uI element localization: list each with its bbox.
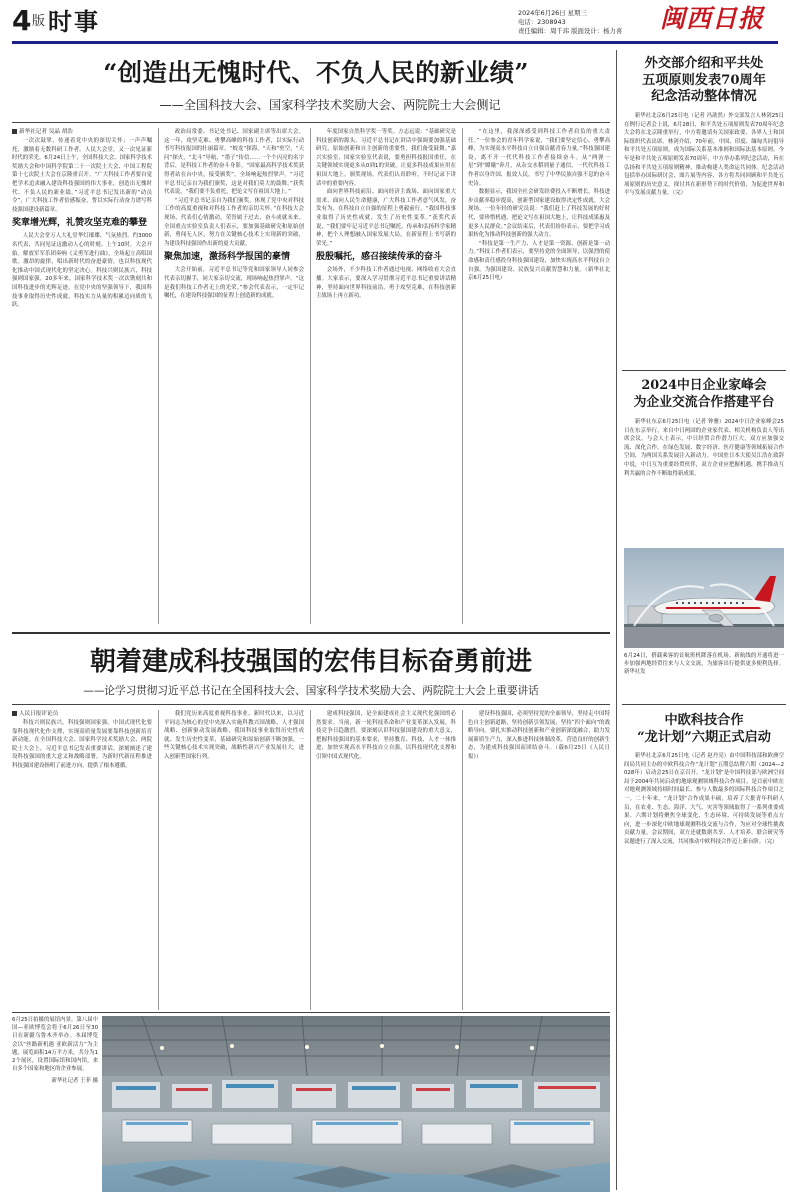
paragraph: “科技是第一生产力、人才是第一资源、创新是第一动力。”科技工作者们表示，要坚持党的全面领导，以强烈的使命感和责任感投身科技强国建设，加快实现高水平科技自立自强，为强国建设、民族复兴贡献智慧和力量。（新华社北京6月25日电） xyxy=(468,240,610,282)
side2-body xyxy=(624,418,784,544)
side3-body xyxy=(624,752,784,1192)
side1-headline-line-3: 纪念活动整体情况 xyxy=(651,89,757,104)
lead-subhead-3: 殷殷嘱托，感召接续传承的奋斗 xyxy=(316,252,443,263)
paragraph: 建成科技强国，是全面建成社会主义现代化强国的必然要求。当前，新一轮科技革命和产业变革深入发展，科技竞争日趋激烈。要深刻认识科技强国建设的重大意义，把握科技强国的基本要求，坚持教育、科技、人才一体推进，加快实现高水平科技自立自强，以科技现代化支撑和引领中国式现代化。 xyxy=(316,711,456,760)
airplane-photo-credit: 新华社发 xyxy=(624,669,646,676)
date-line: 2024年6月26日 星期三 xyxy=(518,9,587,17)
column-divider xyxy=(462,710,463,1010)
paragraph: 会场外，不少科技工作者通过电视、网络收看大会直播。大家表示，要深入学习贯彻习近平总书记重要讲话精神，坚持面向世界科技前沿，勇于攻坚克难，在科技创新主战场上再立新功。 xyxy=(316,267,456,300)
sidebar-divider xyxy=(616,50,617,1190)
masthead-rule xyxy=(12,41,778,44)
lead-byline: 新华社记者 吴晶 胡浩 xyxy=(12,128,152,137)
page-word: 版 xyxy=(32,14,46,29)
side2-headline-line-2: 为企业交流合作搭建平台 xyxy=(633,394,775,410)
newspaper-logo: 闽西日报 xyxy=(660,4,765,33)
exhibition-hall-image xyxy=(102,1016,610,1192)
side1-headline-line-2: 五项原则发表70周年 xyxy=(642,72,766,88)
lead-subhead-2: 聚焦加速，激扬科学报国的豪情 xyxy=(164,252,291,263)
column-divider xyxy=(158,710,159,1010)
commentary-rule xyxy=(12,704,610,705)
paragraph: 大会开始前，习近平总书记等党和国家领导人同参会代表亲切握手，同大家亲切交流，现场响起热烈掌声。“这是我们科技工作者无上的光荣。”参会代表表示，一定牢记嘱托，在建设科技强国的征程上创造新的成就。 xyxy=(164,267,304,300)
commentary-column-1 xyxy=(12,710,152,1010)
commentary-column-3 xyxy=(316,710,456,1010)
paragraph: “习近平总书记亲自为我们颁奖，体现了党中央对科技工作的高度重视和对科技工作者的亲切关怀。”在科技大会现场，代表们心情激动。荣誉属于过去，奋斗成就未来。全国重点实验室负责人们表示，要加强基础研究和原始创新，勇闯无人区，努力在关键核心技术上实现新的突破，为建设科技强国作出新的更大贡献。 xyxy=(164,197,304,247)
lead-subheadline: ——全国科技大会、国家科学技术奖励大会、两院院士大会侧记 xyxy=(159,98,501,112)
paragraph: 面向世界科技前沿、面向经济主战场、面向国家重大需求、面向人民生命健康，广大科技工作者意气风发，奋发有为，在科技自立自强的征程上勇毅前行。“我国科技事业取得了历史性成就、发生了历史性变革。”获奖代表说，“我们要牢记习近平总书记嘱托，传承和弘扬科学家精神，把个人理想融入国家发展大局，在新征程上书写新的荣光。” xyxy=(316,189,456,247)
side3-headline xyxy=(624,712,784,746)
paragraph: “在这里，我深深感受到科技工作者肩负的重大责任。”一位参会的青年科学家说，“我们要坚定信心、勇攀高峰，为实现高水平科技自立自强贡献青春力量。”科技强国建设，离不开一代代科技工作者接续奋斗。从“两弹一星”到“嫦娥”奔月，从杂交水稻到量子通信，一代代科技工作者以身许国、报效人民，书写了中华民族自强不息的奋斗史诗。 xyxy=(468,129,610,187)
airplane-photo xyxy=(624,548,784,648)
photo-credit: 新华社记者 王菲 摄 xyxy=(51,1078,98,1085)
airplane-photo-caption: 6月24日，搭载乘客的首航班机降落在机场。新航线的开通将进一步加强两地经贸往来与人文交流，为旅客出行提供更多便利选择。 新华社发 xyxy=(624,653,784,676)
paragraph: 我们党历来高度重视科技事业。新时代以来，以习近平同志为核心的党中央深入实施科教兴国战略、人才强国战略、创新驱动发展战略，我国科技事业取得历史性成就、发生历史性变革，基础研究和原始创新不断加强，一些关键核心技术实现突破，战略性新兴产业发展壮大，进入创新型国家行列。 xyxy=(164,711,304,760)
side2-headline-line-1: 2024中日企业家峰会 xyxy=(641,378,767,393)
paragraph: 人民大会堂万人大礼堂华灯璀璨、气氛热烈。约3000名代表，共同见证这激动人心的时刻。上午10时，大会开始。解放军军乐团奏响《义勇军进行曲》，全场起立高唱国歌。激昂的旋律，唱出新时代的奋进豪情，也以科技现代化推动中国式现代化的坚定决心。科技兴则民族兴，科技强则国家强。20多年来，国家科学技术奖一次次镌刻共和国科技进步的光辉足迹。在党中央的坚强领导下，我国科技事业取得历史性成就，科技实力从量的积累迈向质的飞跃。 xyxy=(12,233,152,309)
side-rule xyxy=(622,704,786,705)
paragraph: 新华社北京6月25日电（记者 赵丹亮）由中国科技部和欧洲空间局共同主办的中欧科技合作“龙计划”五期总结暨六期（2024—2028年）启动会25日在京召开。“龙计划”是中国科技部与欧洲空间局于2004年共同启动的地球观测领域科技合作项目，是目前中欧在对地观测领域持续时间最长、参与人数最多的国际科技合作项目之一。二十年来，“龙计划”合作成果丰硕，培养了大批青年科研人员，在农业、生态、海洋、大气、灾害等领域取得了一系列重要成果。六期计划将聚焦全球变化、生态环境、可持续发展等重点方向，进一步深化中欧地球观测科技交流与合作，为应对全球性挑战贡献力量。会议期间，双方还就数据共享、人才培养、联合研究等议题进行了深入交流，共同推动中欧科技合作迈上新台阶。（完） xyxy=(624,753,784,845)
paragraph: 新华社北京6月25日电（记者 冯歆然）外交部发言人林剑25日在例行记者会上说，6月28日，和平共处五项原则发表70周年纪念大会将在北京隆重举行，中方将邀请有关国家政要、各界人士和国际组织代表出席。林剑介绍，70年前，中国、印度、缅甸共同倡导和平共处五项原则，成为国际关系基本准则和国际法基本原则。今年是和平共处五项原则发表70周年，中方举办系列纪念活动，旨在弘扬和平共处五项原则精神，推动构建人类命运共同体。纪念活动包括举办国际研讨会、图片展等内容，各方将共同回顾和平共处五项原则的历史意义，探讨其在新形势下的时代价值，为促进世界和平与发展贡献力量。（完） xyxy=(624,113,784,197)
page-number: 4 xyxy=(12,4,32,37)
lead-column-3 xyxy=(316,128,456,624)
paragraph: 科技兴则民族兴，科技强则国家强。中国式现代化要靠科技现代化作支撑，实现高质量发展要靠科技创新培育新动能。在全国科技大会、国家科学技术奖励大会、两院院士大会上，习近平总书记发表重要讲话，深刻阐述了建设科技强国的重大意义和战略部署，为新时代新征程推进科技强国建设指明了前进方向、提供了根本遵循。 xyxy=(12,720,152,769)
lead-column-4 xyxy=(468,128,610,624)
side3-headline-line-2: “龙计划”六期正式启动 xyxy=(637,730,771,745)
lead-subhead-1: 奖章增光辉，礼赞攻坚克难的攀登 xyxy=(12,218,148,229)
paragraph: 数据显示，我国全社会研发经费投入不断增长，科技进步贡献率稳步提高，创新型国家建设取得决定性成就。大会现场，一位年轻的研究员说：“我们赶上了科技发展的好时代，要珍惜机遇，把论文写在祖国大地上，让科技成果惠及更多人民群众。”会议结束后，代表们纷纷表示，要把学习成果转化为推动科技创新的强大动力。 xyxy=(468,189,610,239)
side2-headline xyxy=(624,378,784,411)
lead-headline: “创造出无愧时代、不负人民的新业绩” xyxy=(103,58,529,87)
commentary-column-4 xyxy=(468,710,610,1010)
commentary-subheadline: ——论学习贯彻习近平总书记在全国科技大会、国家科学技术奖励大会、两院院士大会上重要讲话 xyxy=(83,685,539,697)
paragraph: 一次次鼓掌，传递着党中央的深切关怀；一声声嘱托，激励着无数科研工作者。人民大会堂，又一次见证新时代的荣光。6月24日上午，全国科技大会、国家科学技术奖励大会和中国科学院第二十一次院士大会、中国工程院第十七次院士大会在京隆重召开。“广大科技工作者要自觉把学术追求融入建设科技强国的伟大事业，创造出无愧时代、不负人民的新业绩。”习近平总书记发出新的“动员令”，广大科技工作者倍感振奋，誓以实际行动奋力谱写科技强国建设新篇章。 xyxy=(12,138,152,213)
side1-headline-line-1: 外交部介绍和平共处 xyxy=(644,56,764,71)
section-title: 时事 xyxy=(48,7,100,36)
phone-line: 电话：2308943 xyxy=(518,18,566,26)
byline-square-icon xyxy=(12,129,17,134)
side-rule xyxy=(622,370,786,371)
byline-square-icon xyxy=(12,711,17,716)
paragraph: 年度国家自然科学奖一等奖。方志远说：“基础研究是科技创新的源头。习近平总书记在讲话中强调要加强基础研究，原始创新和自主创新的重要性，我们备受鼓舞。”嘉兴实验室、国家实验室代表说，要勇担科技报国重任，在关键领域实现更多从0到1的突破，让更多科技成果应用在祖国大地上。颁奖现场，代表们认真聆听，不时记录下讲话中的重要内容。 xyxy=(316,129,456,187)
side3-headline-line-1: 中欧科技合作 xyxy=(664,713,744,728)
column-divider xyxy=(310,128,311,624)
column-divider xyxy=(310,710,311,1010)
editor-line: 责任编辑：周千玮 版面设计：杨力喜 xyxy=(518,27,623,35)
lead-column-2 xyxy=(164,128,304,624)
photo-top-rule xyxy=(12,1012,610,1013)
photo-caption: 6月25日拍摄的展馆内景。第八届中国—亚欧博览会将于6月26日至30日在新疆乌鲁木齐举办。本届博览会以“丝路新机遇 亚欧新活力”为主题，展览面积14万平方米，共分为12个展区，设置国际馆和国内馆，来自多个国家和地区的企业参展。 新华社记者 王菲 摄 xyxy=(12,1017,98,1085)
exhibition-hall-photo xyxy=(102,1016,610,1192)
side1-headline xyxy=(624,56,784,106)
commentary-column-2 xyxy=(164,710,304,1010)
airplane-image xyxy=(624,548,784,648)
column-divider xyxy=(158,128,159,624)
commentary-headline: 朝着建成科技强国的宏伟目标奋勇前进 xyxy=(89,647,532,677)
column-divider xyxy=(462,128,463,624)
lead-rule xyxy=(12,122,610,123)
paragraph: 建设科技强国，必须坚持党的全面领导，坚持走中国特色自主创新道路，坚持创新引领发展，坚持“四个面向”的战略导向。要扎实推动科技创新和产业创新深度融合，助力发展新质生产力，深入推进科技体制改革，营造良好的创新生态，为建成科技强国而团结奋斗。（载6月25日《人民日报》） xyxy=(468,711,610,760)
masthead xyxy=(0,0,790,46)
lead-column-1 xyxy=(12,128,152,624)
paragraph: 新华社东京6月25日电（记者 钟雅）2024中日企业家峰会25日在东京举行，来自中日两国的企业家代表、相关机构负责人等出席会议。与会人士表示，中日经贸合作潜力巨大，双方应加强交流、深化合作，在绿色发展、数字经济、医疗健康等领域拓展合作空间，为两国关系发展注入新动力。中国驻日本大使吴江浩在致辞中说，中日互为重要经贸伙伴，双方企业应把握机遇，携手推动互利共赢的合作不断取得新成果。 xyxy=(624,419,784,477)
side1-body xyxy=(624,112,784,366)
paragraph: 政治局常委、书记处书记、国家副主席等出席大会。这一年，攻坚克难、勇攀高峰的科技工作者，以实际行动书写科技报国的壮丽篇章。“蛟龙”探海，“天和”驻空，“天问”探火，“北斗”导航，“墨子”传信……一个个闪亮的名字背后，是科技工作者的奋斗身影。“国家最高科学技术奖获得者站在台中央，接受颁奖”。全场响起热烈掌声。“习近平总书记亲自为我们颁奖，这是对我们莫大的鼓舞。”获奖代表说，“我们要不负重托，把论文写在祖国大地上。” xyxy=(164,129,304,196)
commentary-byline: 人民日报评论员 xyxy=(12,710,152,719)
commentary-top-rule xyxy=(12,632,610,634)
